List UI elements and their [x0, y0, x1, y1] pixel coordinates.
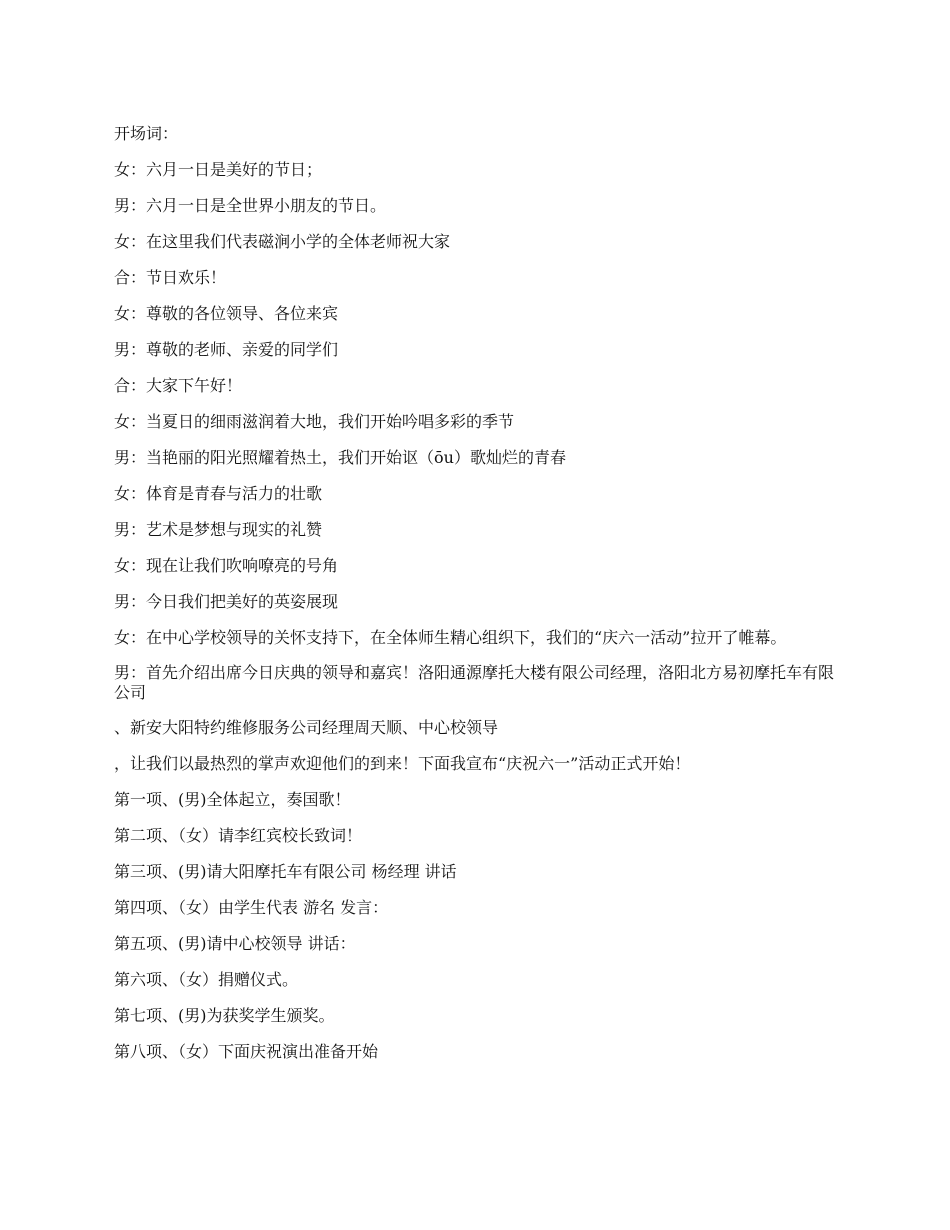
opening-heading: 开场词： — [114, 124, 179, 143]
script-line: 男：艺术是梦想与现实的礼赞 — [114, 520, 323, 539]
script-line: 女：现在让我们吹响嘹亮的号角 — [114, 556, 339, 575]
program-item: 第七项、(男)为获奖学生颁奖。 — [114, 1006, 335, 1025]
program-item: 第五项、(男)请中心校领导 讲话： — [114, 934, 356, 953]
script-line: 男：今日我们把美好的英姿展现 — [114, 592, 339, 611]
script-line: 合：大家下午好！ — [114, 376, 243, 395]
script-line: ，让我们以最热烈的掌声欢迎他们的到来！下面我宣布“庆祝六一”活动正式开始！ — [114, 754, 691, 773]
program-item: 第八项、（女）下面庆祝演出准备开始 — [114, 1042, 379, 1061]
script-line: 男：尊敬的老师、亲爱的同学们 — [114, 340, 339, 359]
program-item: 第四项、（女）由学生代表 游名 发言： — [114, 898, 389, 917]
program-item: 第六项、（女）捐赠仪式。 — [114, 970, 299, 989]
script-line: 女：在中心学校领导的关怀支持下，在全体师生精心组织下，我们的“庆六一活动”拉开了帷幕。 — [114, 628, 787, 647]
script-line: 女：在这里我们代表磁涧小学的全体老师祝大家 — [114, 232, 451, 251]
script-line: 男：当艳丽的阳光照耀着热土，我们开始讴（ōu）歌灿烂的青春 — [114, 448, 566, 467]
script-line: 、新安大阳特约维修服务公司经理周天顺、中心校领导 — [114, 718, 499, 737]
document-body — [114, 124, 836, 1078]
program-item: 第二项、（女）请李红宾校长致词！ — [114, 826, 363, 845]
program-item: 第三项、(男)请大阳摩托车有限公司 杨经理 讲话 — [114, 862, 457, 881]
script-line: 女：六月一日是美好的节日； — [114, 160, 323, 179]
script-line: 女：体育是青春与活力的壮歌 — [114, 484, 323, 503]
script-line: 男：六月一日是全世界小朋友的节日。 — [114, 196, 387, 215]
script-line: 男：首先介绍出席今日庆典的领导和嘉宾！洛阳通源摩托大楼有限公司经理，洛阳北方易初摩托车有限公司 — [114, 663, 835, 702]
script-line: 女：尊敬的各位领导、各位来宾 — [114, 304, 339, 323]
script-line: 合：节日欢乐！ — [114, 268, 227, 287]
script-line: 女：当夏日的细雨滋润着大地，我们开始吟唱多彩的季节 — [114, 412, 515, 431]
program-item: 第一项、(男)全体起立，奏国歌！ — [114, 790, 351, 809]
